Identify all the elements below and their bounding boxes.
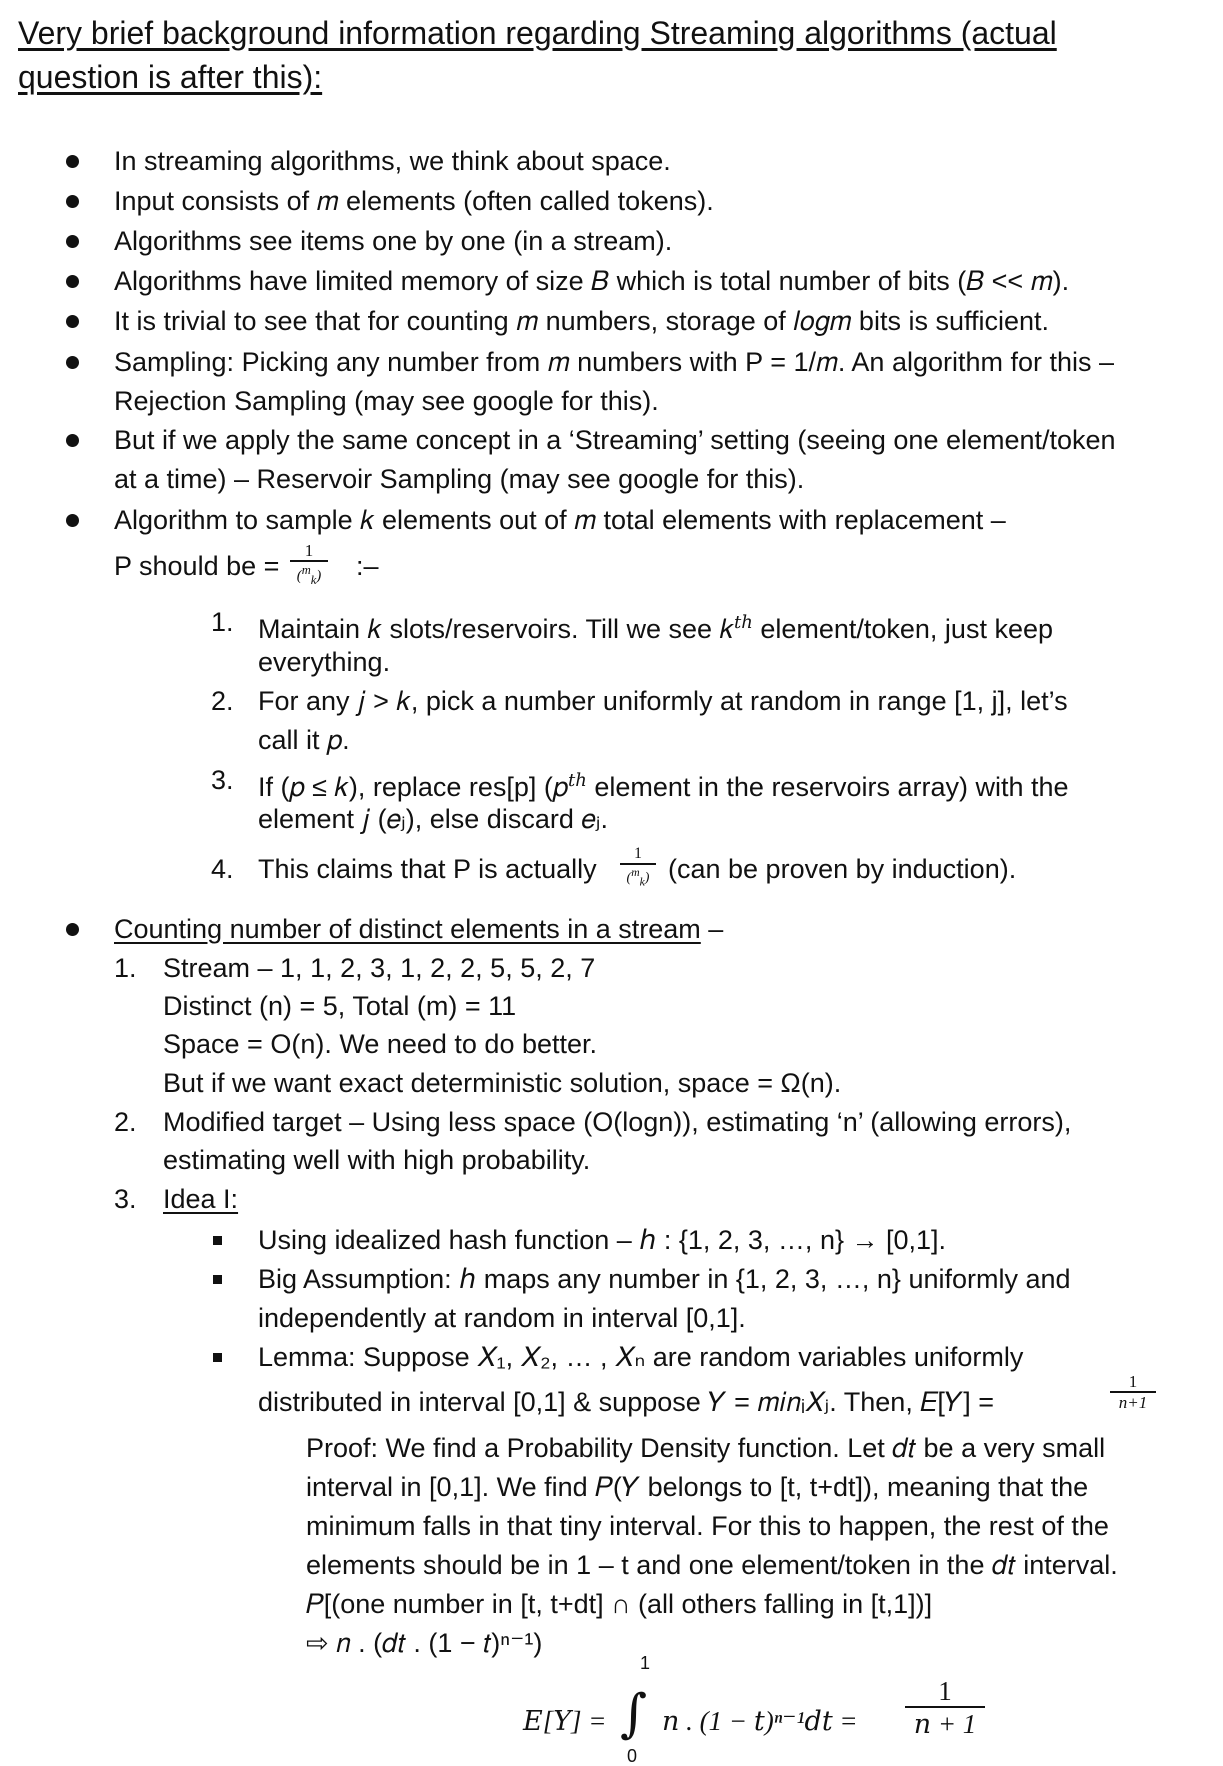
- p-should-be: P should be =: [114, 551, 280, 581]
- step-text: [258, 763, 1069, 804]
- lemma-fraction: [1110, 1373, 1156, 1413]
- bullet-text: But if we apply the same concept in a ‘Streaming’ setting (seeing one element/token: [114, 425, 1116, 455]
- proof-text: elements should be in 1 – t and one element/token in the 𝑑𝑡 interval.: [306, 1550, 1118, 1580]
- list-text: Distinct (n) = 5, Total (m) = 11: [163, 991, 517, 1021]
- idea-text: Big Assumption: ℎ maps any number in {1, 2, 3, …, n} uniformly and: [258, 1264, 1071, 1294]
- superscript-th: 𝑡ℎ: [568, 770, 587, 790]
- step-number: 4.: [211, 854, 234, 884]
- step-text: This claims that P is actually: [258, 854, 597, 884]
- integral-upper-limit: 1: [640, 1653, 651, 1673]
- fraction-numerator: 1: [1128, 1372, 1138, 1391]
- square-bullet: [213, 1236, 222, 1245]
- section-heading: [114, 912, 723, 946]
- proof-text: 𝑃[(one number in [t, t+dt] ∩ (all others falling in [t,1])]: [306, 1589, 933, 1619]
- step-text-cont: element 𝑗 (𝑒ⱼ), else discard 𝑒ⱼ.: [258, 804, 608, 834]
- proof-text: Proof: We find a Probability Density function. Let 𝑑𝑡 be a very small: [306, 1433, 1106, 1463]
- integral-result-fraction: [905, 1676, 985, 1740]
- p-suffix: :–: [356, 551, 379, 581]
- binomial-m-over-k: ($^m_k$): [626, 866, 650, 889]
- step-text-cont: everything.: [258, 647, 391, 677]
- heading-dash: –: [700, 914, 724, 944]
- bullet-text: Algorithms see items one by one (in a stream).: [114, 226, 673, 256]
- bullet-dot: [66, 235, 79, 248]
- list-number: 3.: [114, 1184, 137, 1214]
- idea-text-cont: distributed in interval [0,1] & suppose 𝑌 = 𝑚𝑖𝑛ᵢ𝑋ⱼ. Then, 𝐸[𝑌] =: [258, 1387, 994, 1417]
- bullet-text-cont: at a time) – Reservoir Sampling (may see google for this).: [114, 464, 805, 494]
- binomial-fraction: [290, 542, 328, 588]
- list-text: Stream – 1, 1, 2, 3, 1, 2, 2, 5, 5, 2, 7: [163, 953, 596, 983]
- step-text-cont: (can be proven by induction).: [668, 854, 1017, 884]
- bullet-dot: [66, 195, 79, 208]
- step-text: For any 𝑗 > 𝑘, pick a number uniformly at random in range [1, j], let’s: [258, 686, 1068, 716]
- fraction-denominator: 𝑛 + 1: [913, 1709, 977, 1739]
- page-title-line-1: Very brief background information regarding Streaming algorithms (actual: [18, 15, 1057, 51]
- list-text: estimating well with high probability.: [163, 1145, 591, 1175]
- step-text-part: Maintain 𝑘 slots/reservoirs. Till we see 𝑘: [258, 614, 734, 644]
- step-text-cont: call it 𝑝.: [258, 725, 350, 755]
- idea-text: Using idealized hash function – ℎ : {1, 2, 3, …, n} → [0,1].: [258, 1225, 947, 1255]
- integral-lower-limit: 0: [627, 1746, 638, 1766]
- list-text: Modified target – Using less space (O(logn)), estimating ‘n’ (allowing errors),: [163, 1107, 1072, 1137]
- bullet-text: Sampling: Picking any number from 𝑚 numbers with P = 1/𝑚. An algorithm for this –: [114, 347, 1115, 377]
- step-number: 1.: [211, 607, 234, 637]
- distinct-heading: Counting number of distinct elements in a stream: [114, 914, 701, 944]
- step-number: 3.: [211, 765, 234, 795]
- binomial-fraction: [620, 845, 656, 890]
- bullet-dot: [66, 155, 79, 168]
- square-bullet: [213, 1353, 222, 1362]
- bullet-text: It is trivial to see that for counting 𝑚 numbers, storage of 𝑙𝑜𝑔𝑚 bits is sufficient.: [114, 306, 1050, 336]
- bullet-dot: [66, 434, 79, 447]
- idea-heading: Idea I:: [163, 1184, 239, 1214]
- bullet-text-cont: Rejection Sampling (may see google for this).: [114, 386, 659, 416]
- bullet-dot: [66, 315, 79, 328]
- bullet-text: Algorithms have limited memory of size 𝐵 which is total number of bits (𝐵 << 𝑚).: [114, 266, 1070, 296]
- list-number: 1.: [114, 953, 137, 983]
- bullet-dot: [66, 923, 79, 936]
- idea-text: Lemma: Suppose 𝑋₁, 𝑋₂, … , 𝑋ₙ are random variables uniformly: [258, 1342, 1024, 1372]
- proof-text: interval in [0,1]. We find 𝑃(𝑌 belongs to [t, t+dt]), meaning that the: [306, 1472, 1089, 1502]
- bullet-text: In streaming algorithms, we think about space.: [114, 146, 671, 176]
- integral-body: 𝑛 . (1 − 𝑡)ⁿ⁻¹𝑑𝑡 =: [662, 1706, 858, 1736]
- square-bullet: [213, 1275, 222, 1284]
- fraction-numerator: 1: [304, 541, 314, 560]
- bullet-dot: [66, 356, 79, 369]
- bullet-dot: [66, 275, 79, 288]
- bullet-text: Algorithm to sample 𝑘 elements out of 𝑚 total elements with replacement –: [114, 505, 1006, 535]
- superscript-th: 𝑡ℎ: [733, 612, 753, 632]
- idea-text-cont: independently at random in interval [0,1].: [258, 1303, 746, 1333]
- list-text: But if we want exact deterministic solution, space = Ω(n).: [163, 1068, 842, 1098]
- fraction-numerator: 1: [634, 845, 642, 862]
- step-text-part: element in the reservoirs array) with the: [586, 772, 1069, 802]
- fraction-numerator: 1: [938, 1676, 952, 1706]
- step-text-part: element/token, just keep: [752, 614, 1053, 644]
- step-number: 2.: [211, 686, 234, 716]
- bullet-dot: [66, 514, 79, 527]
- integral-sign: ∫: [620, 1684, 648, 1744]
- bullet-text: Input consists of 𝑚 elements (often called tokens).: [114, 186, 714, 216]
- integral-lhs: 𝐸[𝑌] =: [523, 1706, 607, 1736]
- page-title-line-2: question is after this):: [18, 59, 323, 95]
- step-text-part: If (𝑝 ≤ 𝑘), replace res[p] (𝑝: [258, 772, 568, 802]
- list-number: 2.: [114, 1107, 137, 1137]
- step-text: [258, 605, 1053, 646]
- list-text: Space = O(n). We need to do better.: [163, 1029, 598, 1059]
- proof-text: minimum falls in that tiny interval. For this to happen, the rest of the: [306, 1511, 1109, 1541]
- fraction-denominator: n+1: [1118, 1393, 1148, 1412]
- binomial-m-over-k: ($^m_k$): [296, 563, 322, 587]
- proof-implies: ⇨ 𝑛 . (𝑑𝑡 . (1 − 𝑡)ⁿ⁻¹): [306, 1628, 543, 1658]
